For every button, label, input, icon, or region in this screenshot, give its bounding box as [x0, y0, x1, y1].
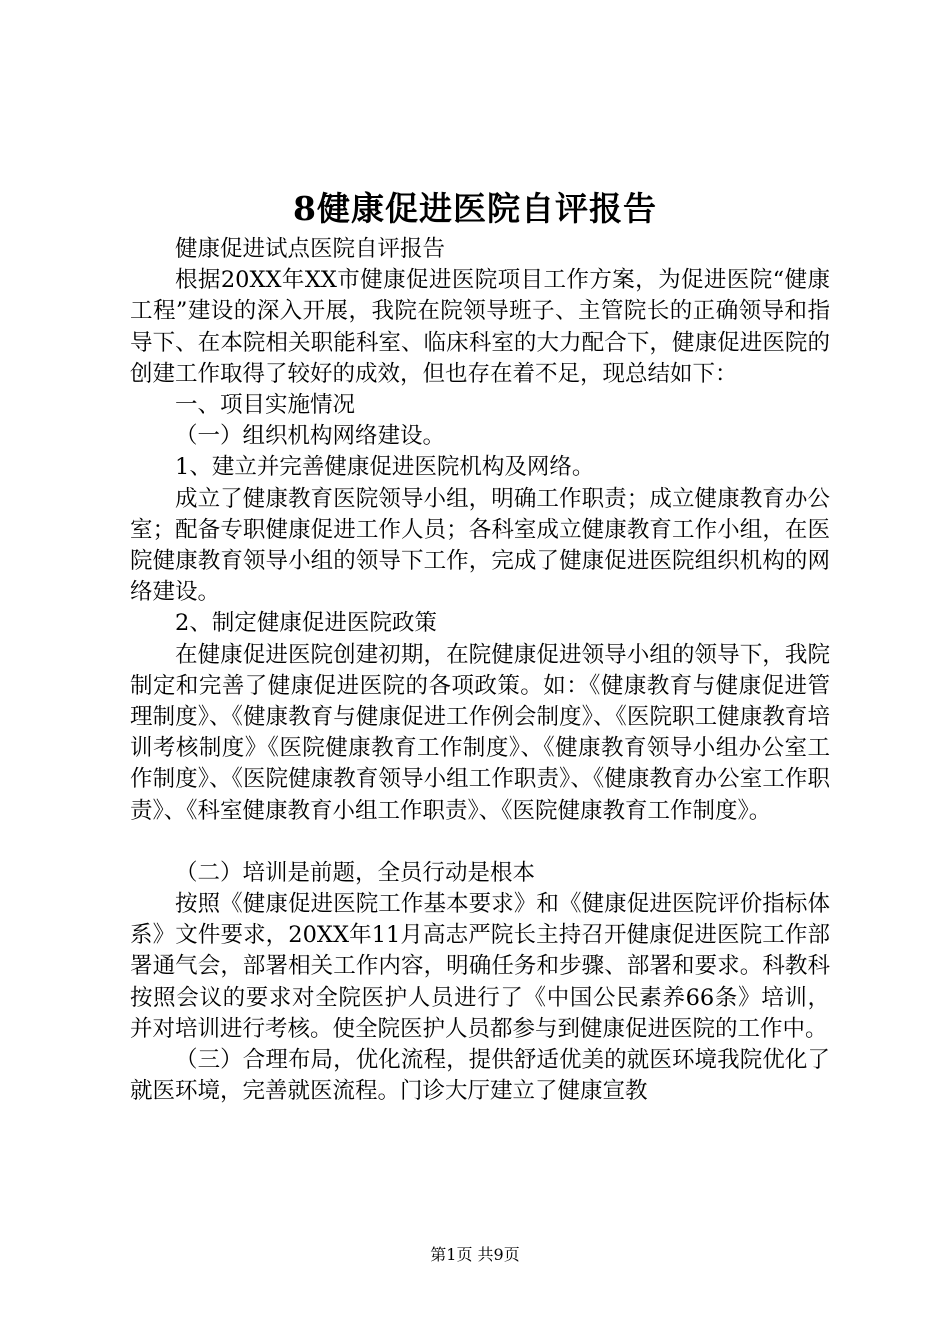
- page-footer: 第1页 共9页: [430, 1245, 520, 1264]
- subtitle-paragraph: 健康促进试点医院自评报告: [175, 236, 446, 262]
- section-heading: 一、项目实施情况: [175, 392, 356, 419]
- document-title: 8健康促进医院自评报告: [293, 189, 657, 228]
- body-paragraph: （三）合理布局，优化流程，提供舒适优美的就医环境我院优化了就医环境，完善就医流程。门诊大厅建立了健康宣教: [130, 1047, 830, 1105]
- body-paragraph: 按照《健康促进医院工作基本要求》和《健康促进医院评价指标体系》文件要求，20XX年11月高志严院长主持召开健康促进医院工作部署通气会，部署相关工作内容，明确任务和步骤、部署和要求。科教科按照会议的要求对全院医护人员进行了《中国公民素养66条》培训，并对培训进行考核。使全院医护人员都参与到健康促进医院的工作中。: [130, 891, 830, 1042]
- body-paragraph: 成立了健康教育医院领导小组，明确工作职责；成立健康教育办公室；配备专职健康促进工作人员；各科室成立健康教育工作小组，在医院健康教育领导小组的领导下工作，完成了健康促进医院组织机构的网络建设。: [130, 485, 830, 606]
- subsection-heading: （一）组织机构网络建设。: [175, 423, 446, 450]
- intro-paragraph: 根据20XX年XX市健康促进医院项目工作方案，为促进医院“健康工程”建设的深入开展，我院在院领导班子、主管院长的正确领导和指导下、在本院相关职能科室、临床科室的大力配合下，健康促进医院的创建工作取得了较好的成效，但也存在着不足，现总结如下：: [130, 267, 830, 387]
- subsection-heading: （二）培训是前题，全员行动是根本: [175, 859, 536, 886]
- document-body: [130, 234, 830, 1107]
- body-paragraph: 在健康促进医院创建初期，在院健康促进领导小组的领导下，我院制定和完善了健康促进医院的各项政策。如：《健康教育与健康促进管理制度》、《健康教育与健康促进工作例会制度》、《医院职工健康教育培训考核制度》《医院健康教育工作制度》、《健康教育领导小组办公室工作制度》、《医院健康教育领导小组工作职责》、《健康教育办公室工作职责》、《科室健康教育小组工作职责》、《医院健康教育工作制度》。: [130, 641, 830, 824]
- item-heading: 1、建立并完善健康促进医院机构及网络。: [175, 454, 595, 481]
- item-heading: 2、制定健康促进医院政策: [175, 610, 437, 637]
